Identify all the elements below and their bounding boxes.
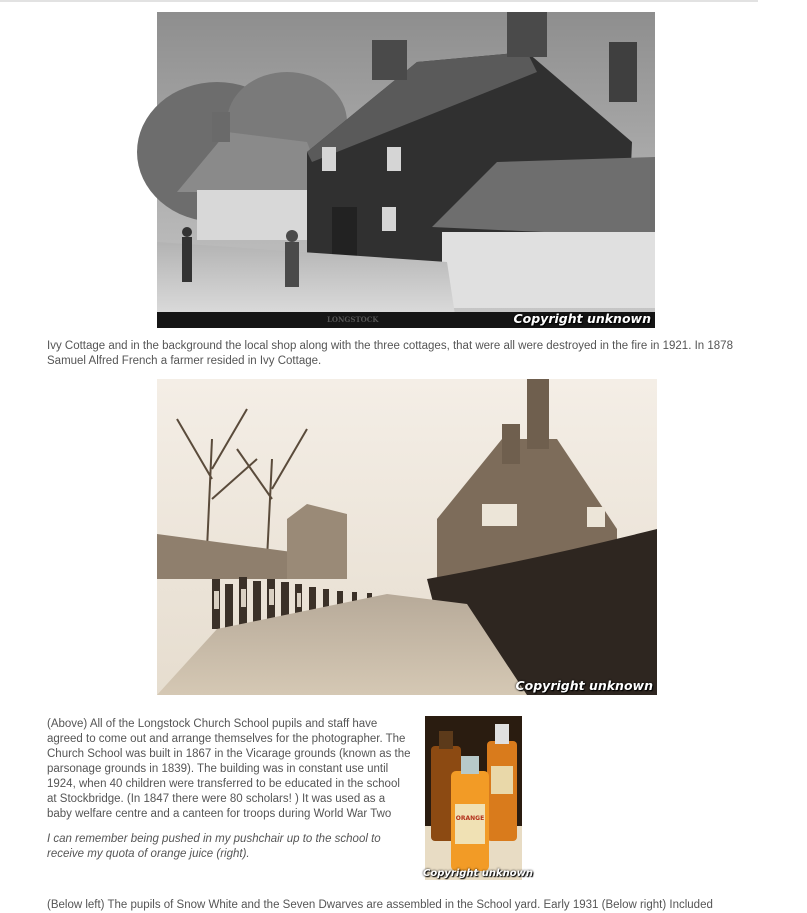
cut-off-caption: (Below left) The pupils of Snow White and the Seven Dwarves are assembled in the School yard. Early 1931 (Below right) Included (47, 899, 713, 911)
photo-credit: Copyright unknown (423, 868, 534, 879)
orange-juice-memory: I can remember being pushed in my pushchair up to the school to receive my quota of orange juice (right). (47, 833, 381, 860)
school-history-text (47, 717, 412, 872)
photo-credit: Copyright unknown (515, 678, 653, 693)
top-divider (0, 0, 758, 2)
school-pupils-photo (157, 379, 657, 695)
ivy-cottage-caption: Ivy Cottage and in the background the local shop along with the three cottages, that were all were destroyed in the fire in 1921. In 1878 Samuel Alfred French a farmer resided in Ivy Cottage. (47, 340, 733, 367)
photo-credit: Copyright unknown (513, 311, 651, 326)
orange-label-text: ORANGE (455, 815, 485, 822)
ivy-cottage-photo (157, 12, 655, 328)
longstock-stamp: LONGSTOCK (327, 315, 379, 324)
orange-juice-bottles-photo (423, 716, 534, 880)
school-paragraph: (Above) All of the Longstock Church School pupils and staff have agreed to come out and arrange themselves for the photographer. The Church School was built in 1867 in the Vicarage grounds (known as the parsonage grounds in 1839). The building was in constant use until 1924, when 40 children were transferred to be educated in the school at Stockbridge. (In 1847 there were 80 scholars! ) It was used as a baby welfare centre and a canteen for troops during World War Two (47, 718, 411, 820)
